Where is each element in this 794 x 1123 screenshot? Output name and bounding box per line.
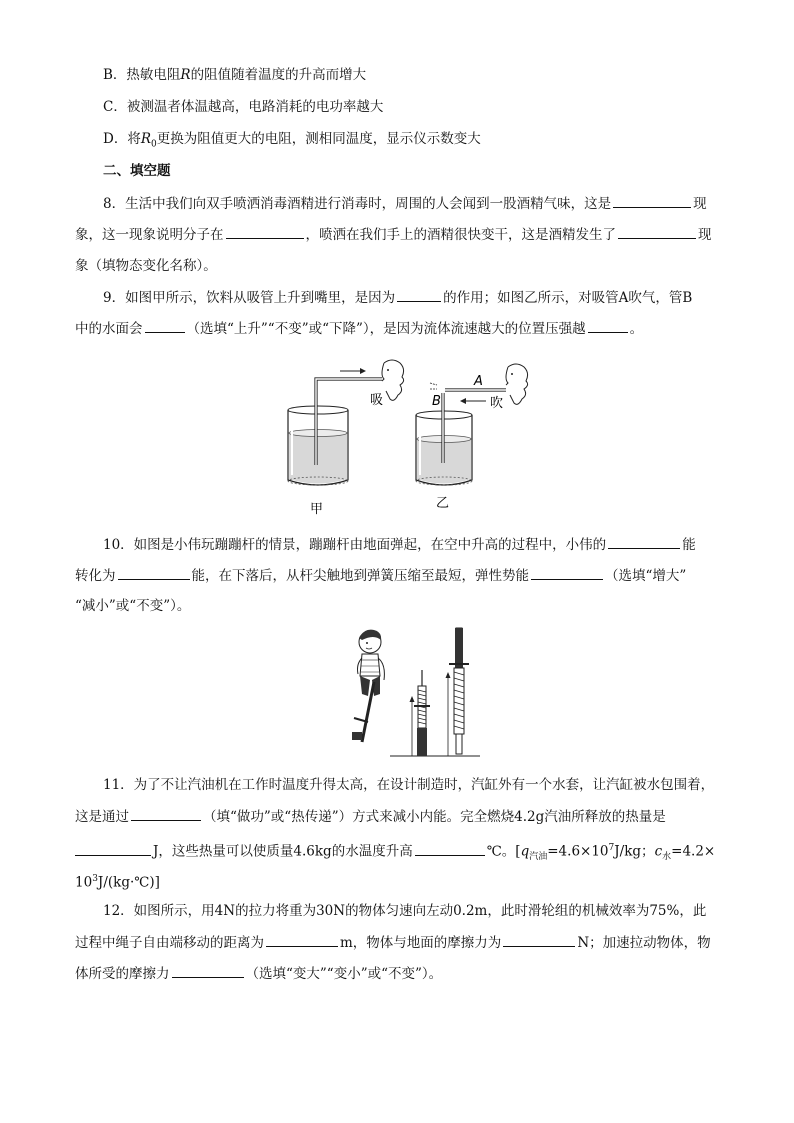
q8-line-3: 象（填物态变化名称）。 — [75, 258, 217, 274]
q11-blank-3[interactable] — [415, 841, 485, 856]
q9-blank-2[interactable] — [145, 318, 185, 333]
q8-blank-1[interactable] — [613, 193, 691, 208]
pogo-compressed — [410, 670, 431, 756]
q10-line-3: “减小”或“不变”）。 — [75, 598, 191, 614]
q12-blank-3[interactable] — [172, 963, 244, 978]
label-xi: 吸 — [370, 393, 384, 408]
q10-line-1: 10．如图是小伟玩蹦蹦杆的情景，蹦蹦杆由地面弹起，在空中升高的过程中，小伟的 能 — [103, 534, 696, 555]
q11-blank-2[interactable] — [75, 841, 151, 856]
q12-blank-2[interactable] — [503, 932, 575, 947]
q9-line-2: 中的水面会 （选填“上升”“不变”或“下降”），是因为流体流速越大的位置压强越 。 — [75, 318, 643, 339]
q8-blank-2[interactable] — [226, 224, 304, 239]
q9-blank-3[interactable] — [588, 318, 628, 333]
q11-line-4: $10^3J/(kg\cdot℃)$] — [75, 874, 160, 891]
q9-line-1: 9．如图甲所示，饮料从吸管上升到嘴里，是因为 的作用；如图乙所示，对吸管A吹气，管B — [103, 287, 692, 308]
q10-figure-pogo-stick — [340, 624, 485, 764]
q7-option-c: C．被测温者体温越高，电路消耗的电功率越大 — [103, 99, 384, 115]
label-b: B — [432, 394, 441, 409]
label-chui: 吹 — [490, 396, 504, 411]
q10-line-2: 转化为 能，在下落后，从杆尖触地到弹簧压缩至最短，弹性势能 （选填“增大” — [75, 565, 686, 586]
q10-blank-3[interactable] — [531, 565, 603, 580]
q7-option-b: B．热敏电阻R的阻值随着温度的升高而增大 — [103, 67, 367, 83]
q8-line-2: 象，这一现象说明分子在 ，喷洒在我们手上的酒精很快变干，这是酒精发生了 现 — [75, 224, 712, 245]
label-jia: 甲 — [310, 502, 324, 517]
q9-figure-straw-beakers — [280, 355, 540, 520]
q8-line-1: 8．生活中我们向双手喷洒消毒酒精进行消毒时，周围的人会闻到一股酒精气味，这是 现 — [103, 193, 707, 214]
q8-blank-3[interactable] — [618, 224, 696, 239]
q9-blank-1[interactable] — [397, 287, 441, 302]
section-title-fill-blank: 二、填空题 — [103, 163, 171, 179]
q11-line-3: J，这些热量可以使质量4.6kg的水温度升高 ℃。[$q_{汽油}=4.6\times 10^7J/kg$；$c_水=4.2\times$ — [75, 838, 715, 867]
beaker-jia — [288, 406, 348, 485]
q11-blank-1[interactable] — [131, 806, 201, 821]
q12-blank-1[interactable] — [266, 932, 338, 947]
face-left — [382, 360, 404, 400]
q7-option-d: D．将$R_0$更换为阻值更大的电阻，测相同温度，显示仪示数变大 — [103, 131, 481, 150]
q10-blank-2[interactable] — [118, 565, 190, 580]
boy-on-pogo — [358, 630, 385, 696]
label-a: A — [474, 374, 483, 389]
face-right — [506, 364, 528, 404]
q12-line-3: 体所受的摩擦力 （选填“变大”“变小”或“不变”）。 — [75, 963, 442, 984]
q11-line-1: 11．为了不让汽油机在工作时温度升得太高，在设计制造时，汽缸外有一个水套，让汽缸被水包围着， — [103, 777, 715, 793]
q11-line-2: 这是通过 （填“做功”或“热传递”）方式来减小内能。完全燃烧4.2g汽油所释放的热量是 — [75, 806, 666, 827]
pogo-extended — [446, 628, 470, 756]
q10-blank-1[interactable] — [608, 534, 680, 549]
q12-line-1: 12．如图所示，用4N的拉力将重为30N的物体匀速向左动0.2m，此时滑轮组的机械效率为75%，此 — [103, 903, 707, 919]
label-yi: 乙 — [436, 496, 450, 511]
q12-line-2: 过程中绳子自由端移动的距离为 m，物体与地面的摩擦力为 N；加速拉动物体，物 — [75, 932, 711, 953]
